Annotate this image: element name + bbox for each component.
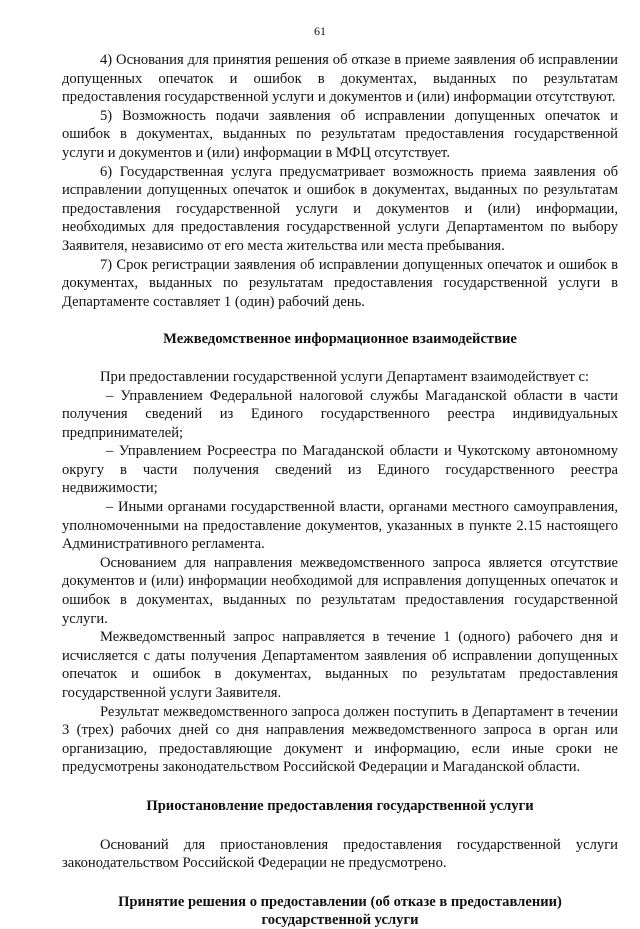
paragraph-request-basis: Основанием для направления межведомственного запроса является отсутствие документов и (или) информации необходимой для исправления допущенных опечаток и ошибок в документах, выданных по результатам предоставления государственной услуги. (62, 554, 618, 627)
document-body (62, 51, 618, 929)
paragraph-item-4: 4) Основания для принятия решения об отказе в приеме заявления об исправлении допущенных опечаток и ошибок в документах, выданных по результатам предоставления государственной услуги и документов и (или) информации отсутствуют. (62, 52, 618, 106)
section-heading-decision: Принятие решения о предоставлении (об отказе в предоставлении) государственной услуги (118, 893, 562, 928)
page-number: 61 (314, 24, 326, 38)
paragraph-suspension: Оснований для приостановления предоставления государственной услуги законодательством Российской Федерации не предусмотрено. (62, 836, 618, 872)
list-item-rosreestr: – Управлением Росреестра по Магаданской области и Чукотскому автономному округу в части получения сведений из Единого государственного реестра недвижимости; (62, 443, 618, 497)
paragraph-item-6: 6) Государственная услуга предусматривает возможность приема заявления об исправлении допущенных опечаток и ошибок в документах, выданных по результатам предоставления государственной услуги и документов и (или) информации, необходимых для предоставления государственной услуги Департаментом по выбору Заявителя, независимо от его места жительства или места пребывания. (62, 163, 618, 254)
section-heading-suspension: Приостановление предоставления государственной услуги (146, 797, 534, 814)
paragraph-request-timing: Межведомственный запрос направляется в течение 1 (одного) рабочего дня и исчисляется с даты получения Департаментом заявления об исправлении допущенных опечаток и ошибок в документах, выданных по результатам предоставления государственной услуги Заявителя. (62, 629, 618, 701)
paragraph-item-5: 5) Возможность подачи заявления об исправлении допущенных опечаток и ошибок в документах, выданных по результатам предоставления государственной услуги и документов и (или) информации в МФЦ отсутствует. (62, 107, 618, 161)
intro-paragraph: При предоставлении государственной услуги Департамент взаимодействует с: (100, 368, 590, 385)
paragraph-request-result: Результат межведомственного запроса должен поступить в Департамент в течении 3 (трех) рабочих дней со дня направления межведомственного запроса в орган или организацию, предоставляющие документ и информацию, если иные сроки не предусмотрены законодательством Российской Федерации и Магаданской области. (62, 703, 618, 776)
list-item-other-bodies: – Иными органами государственной власти, органами местного самоуправления, уполномоченными на предоставление документов, указанных в пункте 2.15 настоящего Административного регламента. (62, 499, 618, 553)
list-item-tax-service: – Управлением Федеральной налоговой службы Магаданской области в части получения сведений из Единого государственного реестра индивидуальных предпринимателей; (62, 387, 618, 441)
paragraph-item-7: 7) Срок регистрации заявления об исправлении допущенных опечаток и ошибок в документах, выданных по результатам предоставления государственной услуги в Департаменте составляет 1 (один) рабочий день. (62, 256, 618, 310)
section-heading-interagency: Межведомственное информационное взаимодействие (163, 331, 517, 348)
